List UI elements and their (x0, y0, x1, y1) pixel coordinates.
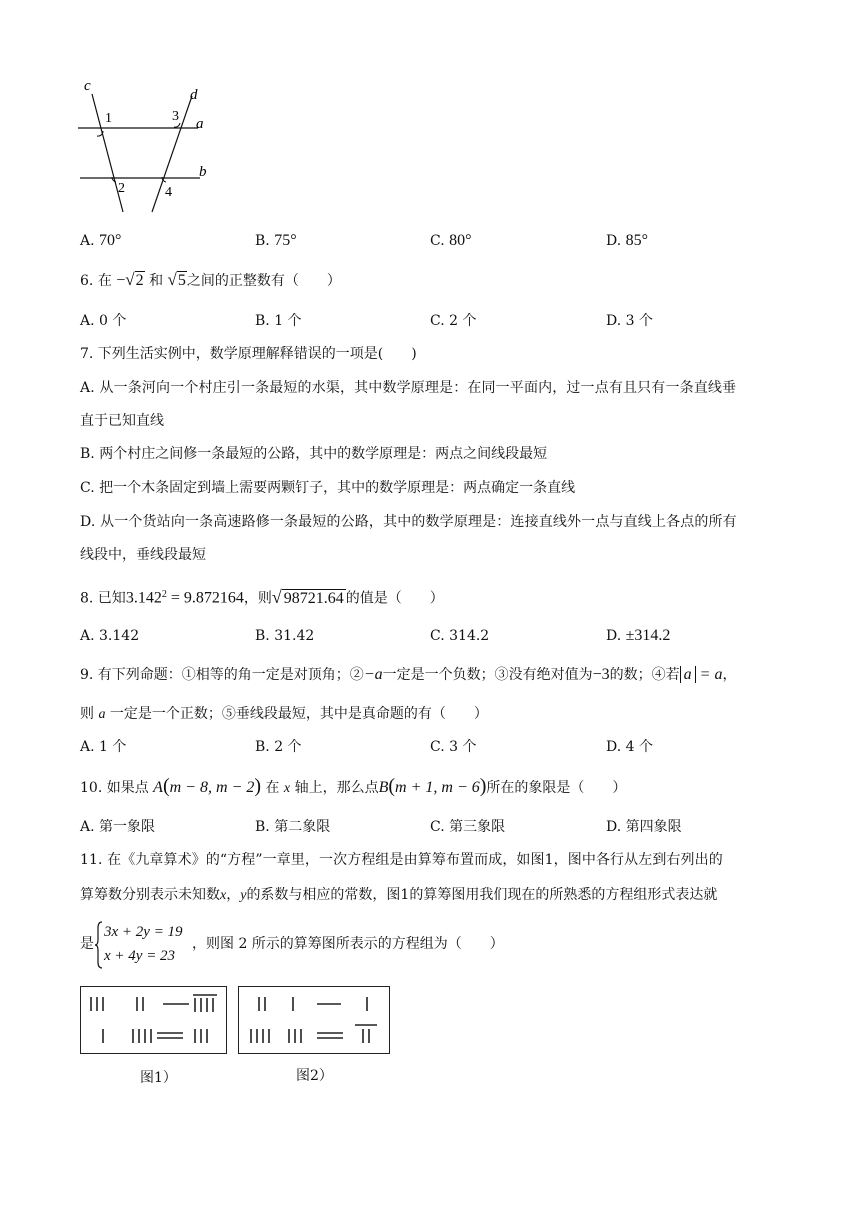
q7-option-a-cont: 直于已知直线 (80, 413, 164, 429)
q7-option-d[interactable]: D. 从一个货站向一条高速路修一条最短的公路，其中的数学原理是：连接直线外一点与直线上各点的所有 (80, 514, 737, 530)
sqrt-5: √5 (167, 270, 186, 289)
q8-option-a[interactable]: A. 3.142 (80, 628, 140, 644)
label-c: c (84, 78, 91, 94)
label-b: b (199, 164, 207, 180)
q9-stem-line1: 9. 有下列命题：①相等的角一定是对顶角；②−a一定是一个负数；③没有绝对值为−3的数；④若 a = a， (80, 666, 737, 683)
figure-1-caption: 图1） (140, 1070, 177, 1086)
q9-option-b[interactable]: B. 2 个 (255, 739, 302, 755)
q6-option-a[interactable]: A. 0 个 (80, 313, 127, 329)
q5-option-a[interactable]: A. 70° (80, 232, 122, 249)
q5-option-b[interactable]: B. 75° (255, 232, 297, 249)
q8-stem: 8. 已知$3.142^2 = 9.872164$，则√ 98721.64 的值是（ ） (80, 586, 444, 607)
q6-option-b[interactable]: B. 1 个 (255, 313, 302, 329)
q7-option-c[interactable]: C. 把一个木条固定到墙上需要两颗钉子，其中的数学原理是：两点确定一条直线 (80, 480, 576, 496)
label-4: 4 (165, 185, 172, 200)
sqrt-98721: √ 98721.64 (271, 586, 344, 607)
equation-1: 3x + 2y = 19 (104, 924, 183, 940)
q7-option-b[interactable]: B. 两个村庄之间修一条最短的公路，其中的数学原理是：两点之间线段最短 (80, 446, 548, 462)
q10-option-c[interactable]: C. 第三象限 (430, 819, 506, 835)
q11-stem-line3-end: ，则图 2 所示的算筹图所表示的方程组为（ ） (192, 936, 504, 952)
q9-option-c[interactable]: C. 3 个 (430, 739, 477, 755)
q8-option-c[interactable]: C. 314.2 (430, 628, 490, 644)
label-3: 3 (172, 109, 179, 124)
figure-2-caption: 图2） (296, 1068, 333, 1084)
q10-option-a[interactable]: A. 第一象限 (80, 819, 156, 835)
label-a: a (196, 116, 204, 132)
sqrt-2: √2 (125, 270, 144, 289)
q6-stem: 6. 在 −√2 和 √5之间的正整数有（ ） (80, 270, 341, 289)
equation-system (94, 920, 194, 970)
q5-option-c[interactable]: C. 80° (430, 232, 472, 249)
label-2: 2 (118, 181, 125, 196)
q7-option-a[interactable]: A. 从一条河向一个村庄引一条最短的水渠，其中数学原理是：在同一平面内，过一点有且只有一条直线垂 (80, 380, 737, 396)
q8-option-d[interactable]: D. ±314.2 (606, 627, 671, 644)
parallel-lines-figure (70, 78, 220, 218)
q7-option-d-cont: 线段中，垂线段最短 (80, 547, 206, 563)
label-d: d (190, 87, 198, 103)
q9-stem-line2: 则 a 一定是一个正数；⑤垂线段最短，其中是真命题的有（ ） (80, 706, 488, 722)
q8-option-b[interactable]: B. 31.42 (255, 628, 315, 644)
q10-option-b[interactable]: B. 第二象限 (255, 819, 331, 835)
q6-option-d[interactable]: D. 3 个 (606, 313, 653, 329)
rod-figure-1 (80, 986, 227, 1054)
q11-stem-line3: 是 (80, 936, 94, 952)
q10-option-d[interactable]: D. 第四象限 (606, 819, 682, 835)
equation-2: x + 4y = 23 (104, 948, 176, 964)
q6-option-c[interactable]: C. 2 个 (430, 313, 477, 329)
q11-stem-line2: 算筹数分别表示未知数x，y的系数与相应的常数，图1的算筹图用我们现在的所熟悉的方程组形式表达就 (80, 887, 718, 903)
rod-figure-2 (238, 986, 390, 1054)
q10-stem: 10. 如果点 A(m − 8, m − 2) 在 x 轴上，那么点B(m + 1, m − 6)所在的象限是（ ） (80, 775, 627, 797)
label-1: 1 (105, 111, 112, 126)
q7-stem: 7. 下列生活实例中，数学原理解释错误的一项是( ) (80, 346, 417, 362)
q5-option-d[interactable]: D. 85° (606, 232, 649, 249)
q9-option-d[interactable]: D. 4 个 (606, 739, 653, 755)
q11-stem-line1: 11. 在《九章算术》的“方程”一章里，一次方程组是由算筹布置而成，如图1，图中各行从左到右列出的 (80, 852, 723, 868)
q9-option-a[interactable]: A. 1 个 (80, 739, 127, 755)
